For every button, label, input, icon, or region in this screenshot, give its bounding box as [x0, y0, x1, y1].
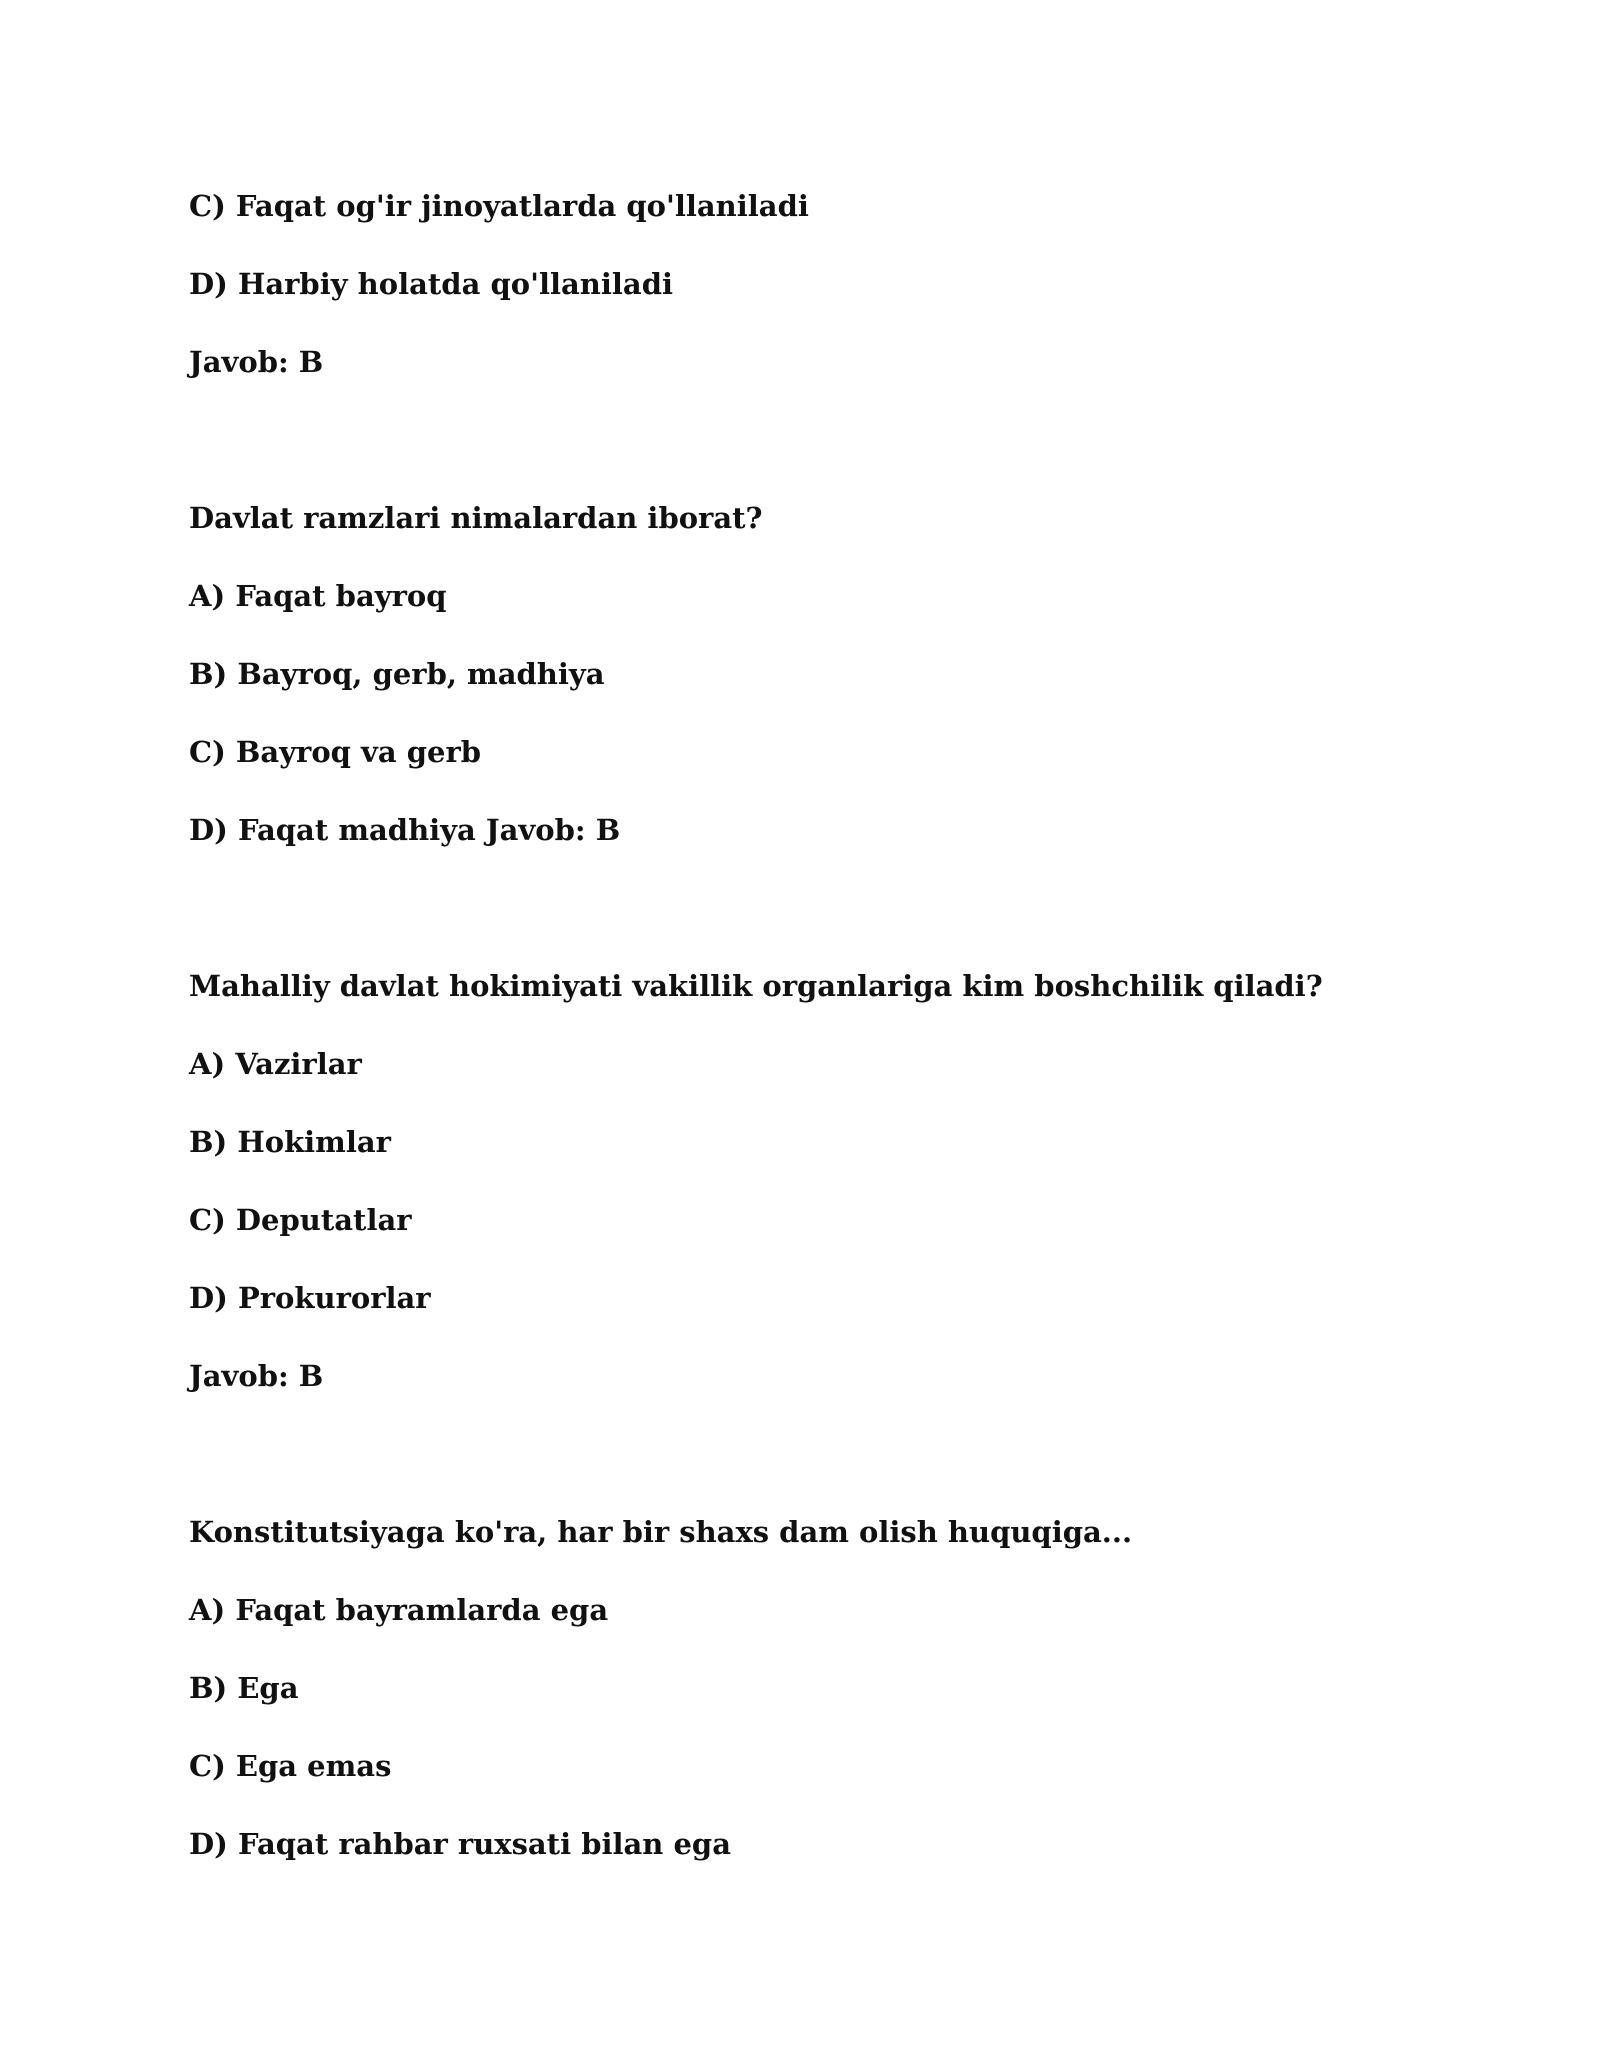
question: Mahalliy davlat hokimiyati vakillik organlariga kim boshchilik qiladi? — [189, 969, 1323, 1003]
question: Konstitutsiyaga ko'ra, har bir shaxs dam olish huquqiga... — [189, 1515, 1133, 1549]
option-c: C) Faqat og'ir jinoyatlarda qo'llaniladi — [189, 189, 809, 223]
answer: Javob: B — [189, 345, 324, 379]
option-c: C) Deputatlar — [189, 1203, 412, 1237]
answer: Javob: B — [189, 1359, 324, 1393]
option-c: C) Bayroq va gerb — [189, 735, 482, 769]
option-d: D) Faqat madhiya Javob: B — [189, 813, 621, 847]
option-a: A) Vazirlar — [189, 1047, 362, 1081]
option-b: B) Ega — [189, 1671, 299, 1705]
option-c: C) Ega emas — [189, 1749, 392, 1783]
option-b: B) Bayroq, gerb, madhiya — [189, 657, 605, 691]
option-d: D) Prokurorlar — [189, 1281, 431, 1315]
option-a: A) Faqat bayramlarda ega — [189, 1593, 609, 1627]
option-a: A) Faqat bayroq — [189, 579, 447, 613]
question: Davlat ramzlari nimalardan iborat? — [189, 501, 763, 535]
option-d: D) Harbiy holatda qo'llaniladi — [189, 267, 673, 301]
option-b: B) Hokimlar — [189, 1125, 391, 1159]
option-d: D) Faqat rahbar ruxsati bilan ega — [189, 1827, 731, 1861]
